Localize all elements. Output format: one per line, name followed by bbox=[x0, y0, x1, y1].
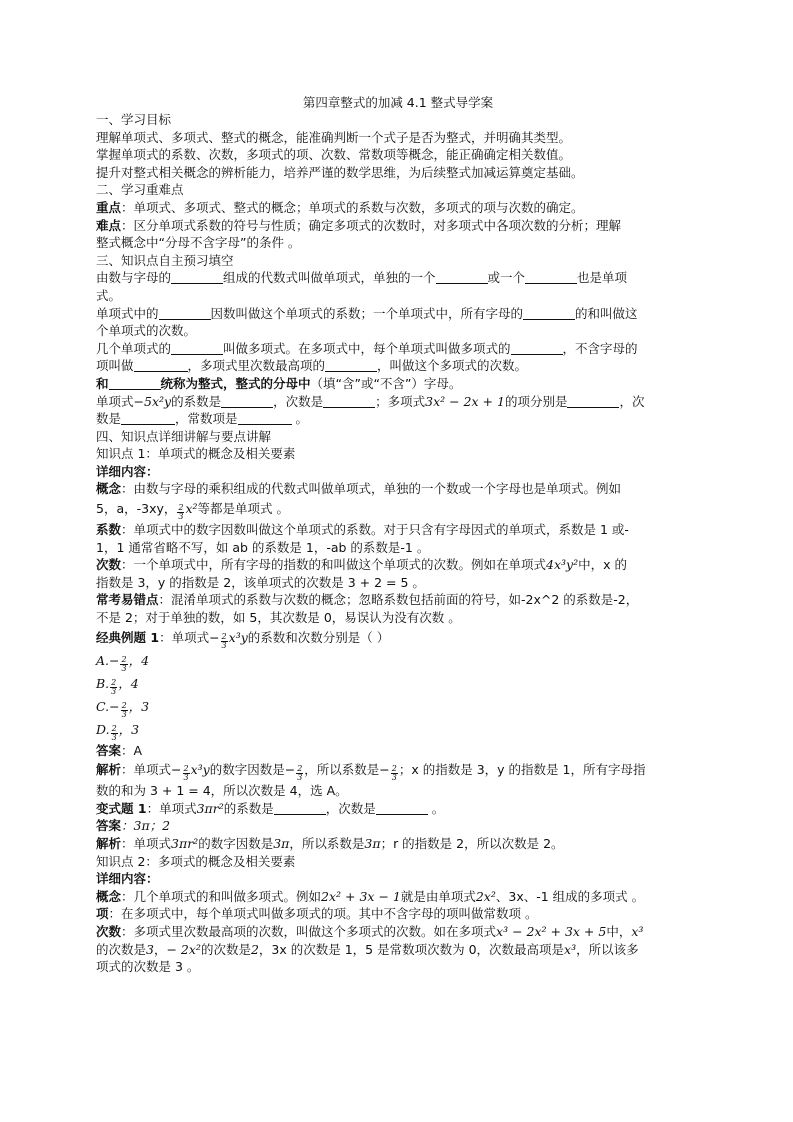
fraction bbox=[296, 765, 303, 782]
fill-blank-5 bbox=[96, 393, 700, 411]
text: ：多项式里次数最高项的次数，叫做这个多项式的次数。如在多项式 bbox=[121, 923, 497, 939]
numerator: 2 bbox=[111, 677, 117, 687]
text: 。 bbox=[427, 800, 445, 816]
label: 常考易错点 bbox=[96, 592, 159, 608]
text: ：单项式− bbox=[121, 762, 182, 778]
math-expr: 2x² + 3x − 1 bbox=[321, 888, 401, 904]
text: 的系数和次数分别是（ ） bbox=[247, 629, 390, 645]
fill-blank-1 bbox=[96, 269, 700, 287]
fill-blank-3-cont bbox=[96, 357, 700, 375]
text: ：在多项式中，每个单项式叫做多项式的项。其中不含字母的项叫做常数项 。 bbox=[108, 906, 538, 922]
degree-cont: 指数是 3，y 的指数是 2，该单项式的次数是 3 + 2 = 5 。 bbox=[96, 574, 425, 590]
denominator: 3 bbox=[297, 773, 303, 783]
numerator: 2 bbox=[221, 631, 227, 641]
answer-blank[interactable] bbox=[109, 376, 161, 390]
text: （填“含”或“不含”）字母。 bbox=[310, 375, 462, 391]
fraction bbox=[121, 702, 128, 719]
label: 解析 bbox=[96, 836, 122, 851]
text: 的数字因数是− bbox=[209, 762, 296, 778]
numerator: 2 bbox=[297, 764, 303, 774]
fill-blank-2 bbox=[96, 305, 700, 323]
text: ：单项式− bbox=[159, 629, 220, 645]
text: 的次数是 bbox=[200, 941, 251, 957]
answer-blank[interactable] bbox=[511, 341, 563, 355]
text: ，多项式里次数最高项的 bbox=[187, 358, 326, 374]
variant-1 bbox=[96, 800, 700, 818]
common-errors-cont: 不是 2；对于单独的数，如 5，其次数是 0，易误认为没有次数 。 bbox=[96, 610, 461, 626]
math-expr: x³y bbox=[190, 762, 210, 778]
answer-blank[interactable] bbox=[134, 358, 188, 372]
label: 概念 bbox=[96, 481, 122, 497]
text: ：A bbox=[121, 742, 143, 758]
section-2-heading: 二、学习重难点 bbox=[96, 182, 184, 198]
math-expr: 3π bbox=[364, 836, 381, 851]
math-expr: 3 bbox=[146, 941, 154, 957]
label: 答案 bbox=[96, 742, 122, 758]
answer-blank[interactable] bbox=[274, 801, 326, 815]
denominator: 3 bbox=[111, 732, 117, 742]
answer-blank[interactable] bbox=[525, 270, 577, 284]
text: ：由数与字母的乘积组成的代数式叫做单项式，单独的一个数或一个字母也是单项式。例如 bbox=[121, 481, 622, 497]
denominator: 3 bbox=[111, 686, 117, 696]
polynomial-degree-cont bbox=[96, 941, 700, 959]
fraction bbox=[111, 725, 118, 742]
label: 项 bbox=[96, 906, 109, 922]
option-b[interactable] bbox=[96, 673, 700, 696]
document-title: 第四章整式的加减 4.1 整式导学案 bbox=[302, 95, 494, 110]
math-expr: 2x² bbox=[475, 888, 496, 904]
text: ，3x 的次数是 1，5 是常数项次数为 0，次数最高项是 bbox=[258, 941, 565, 957]
denominator: 3 bbox=[178, 512, 184, 522]
explanation-1-cont: 数的和为 3 + 1 = 4，所以次数是 4，选 A。 bbox=[96, 783, 348, 799]
text: 的系数是 bbox=[223, 800, 274, 816]
text: 由数与字母的 bbox=[96, 270, 172, 286]
numerator: 2 bbox=[111, 723, 117, 733]
difficulties bbox=[96, 217, 700, 235]
math-expr: −5x²y bbox=[133, 393, 172, 409]
text: ，叫做这个多项式的次数。 bbox=[377, 358, 528, 374]
concept-2 bbox=[96, 888, 700, 906]
math-expr: x³ bbox=[564, 941, 577, 957]
answer-blank[interactable] bbox=[238, 411, 292, 425]
fraction bbox=[177, 504, 184, 521]
text: ，3 bbox=[128, 698, 150, 714]
text: 的系数是 bbox=[171, 393, 222, 409]
text: ，4 bbox=[118, 675, 139, 691]
option-c[interactable] bbox=[96, 696, 700, 719]
key-points-text: ：单项式、多项式、整式的概念；单项式的系数与次数，多项式的项与次数的确定。 bbox=[121, 199, 584, 215]
math-expr: 4x³y² bbox=[546, 557, 579, 573]
answer-blank[interactable] bbox=[323, 394, 375, 408]
answer-blank[interactable] bbox=[121, 411, 175, 425]
knowledge-point-2-title: 知识点 2：多项式的概念及相关要素 bbox=[96, 853, 296, 869]
math-expr: − 2x² bbox=[166, 941, 201, 957]
fraction bbox=[110, 679, 117, 696]
answer-blank[interactable] bbox=[171, 341, 223, 355]
label: 解析 bbox=[96, 762, 122, 778]
answer-blank[interactable] bbox=[221, 394, 273, 408]
text: ，所以系数是− bbox=[304, 762, 390, 778]
text: 项叫做 bbox=[96, 358, 134, 374]
math-expr: x³y bbox=[228, 629, 248, 645]
text: C.− bbox=[96, 698, 120, 714]
fill-blank-3 bbox=[96, 340, 700, 358]
answer-2 bbox=[96, 817, 700, 835]
text: B. bbox=[96, 675, 110, 691]
concept-1 bbox=[96, 480, 700, 498]
text: 就是由单项式 bbox=[400, 888, 476, 904]
label: 经典例题 1 bbox=[96, 629, 160, 645]
text: ，次数是 bbox=[325, 800, 376, 816]
text: ；r 的指数是 2，所以次数是 2。 bbox=[380, 836, 564, 851]
text: D. bbox=[96, 721, 110, 737]
text: ：混淆单项式的系数与次数的概念；忽略系数包括前面的符号，如-2x^2 的系数是-2， bbox=[158, 592, 639, 608]
difficulties-label: 难点 bbox=[96, 217, 122, 233]
objective-1: 理解单项式、多项式、整式的概念，能准确判断一个式子是否为整式，并明确其类型。 bbox=[96, 129, 572, 145]
text: A.− bbox=[96, 652, 120, 668]
text: ，所以该多 bbox=[576, 941, 639, 957]
denominator: 3 bbox=[183, 773, 189, 783]
fill-blank-5-cont bbox=[96, 410, 700, 428]
text: 。 bbox=[291, 411, 309, 427]
text: 组成的代数式叫做单项式，单独的一个 bbox=[223, 270, 436, 286]
fill-blank-1-cont: 式。 bbox=[96, 287, 122, 303]
document-page bbox=[96, 94, 700, 976]
fill-blank-4 bbox=[96, 375, 700, 393]
option-a[interactable] bbox=[96, 650, 700, 673]
math-expr: x² bbox=[185, 501, 198, 517]
math-expr: x³ − 2x² + 3x + 5 bbox=[496, 923, 607, 939]
term bbox=[96, 905, 700, 923]
label: 答案 bbox=[96, 818, 122, 834]
text: ，所以系数是 bbox=[289, 836, 365, 851]
degree bbox=[96, 556, 700, 574]
coefficient-cont: 1，1 通常省略不写，如 ab 的系数是 1，-ab 的系数是-1 。 bbox=[96, 539, 430, 555]
section-3-heading: 三、知识点自主预习填空 bbox=[96, 252, 234, 268]
answer-blank[interactable] bbox=[376, 801, 428, 815]
text: ：3π；2 bbox=[121, 818, 171, 834]
text: 等都是单项式 。 bbox=[197, 501, 290, 517]
fraction bbox=[221, 633, 228, 650]
text: ，3 bbox=[118, 721, 140, 737]
detail-label: 详细内容： bbox=[96, 463, 159, 479]
text: ，次 bbox=[619, 393, 645, 409]
section-1-heading: 一、学习目标 bbox=[96, 112, 172, 127]
numerator: 2 bbox=[121, 700, 127, 710]
text: 5，a，-3xy， bbox=[96, 501, 177, 517]
text: ，不含字母的 bbox=[562, 340, 638, 356]
text: 的次数是 bbox=[96, 941, 147, 957]
math-expr: 3πr² bbox=[196, 800, 224, 816]
coefficient bbox=[96, 521, 700, 539]
math-expr: x³ bbox=[631, 923, 644, 939]
text: 、3x、-1 组成的多项式 。 bbox=[495, 888, 645, 904]
text: 单项式中的 bbox=[96, 305, 159, 321]
text: 因数叫做这个单项式的系数；一个单项式中，所有字母的 bbox=[210, 305, 524, 321]
text: 的和叫做这 bbox=[575, 305, 638, 321]
text: ：单项式 bbox=[121, 836, 172, 851]
text: ；多项式 bbox=[375, 393, 426, 409]
section-4-heading: 四、知识点详细讲解与要点讲解 bbox=[96, 428, 272, 444]
text: ， bbox=[153, 941, 167, 957]
label: 变式题 1 bbox=[96, 800, 147, 816]
text: 中， bbox=[606, 923, 632, 939]
example-1 bbox=[96, 627, 700, 650]
answer-blank[interactable] bbox=[159, 306, 211, 320]
label: 概念 bbox=[96, 888, 122, 904]
text: ：一个单项式中，所有字母的指数的和叫做这个单项式的次数。例如在单项式 bbox=[121, 557, 547, 573]
answer-blank[interactable] bbox=[523, 306, 575, 320]
text: ：单项式中的数字因数叫做这个单项式的系数。对于只含有字母因式的单项式，系数是 1 或- bbox=[121, 522, 629, 538]
objective-2: 掌握单项式的系数、次数，多项式的项、次数、常数项等概念，能正确确定相关数值。 bbox=[96, 147, 572, 163]
fraction bbox=[183, 765, 190, 782]
knowledge-point-1-title: 知识点 1：单项式的概念及相关要素 bbox=[96, 446, 296, 462]
polynomial-degree-cont-2: 项式的次数是 3 。 bbox=[96, 959, 200, 975]
math-expr: 3π bbox=[273, 836, 290, 851]
denominator: 3 bbox=[221, 640, 227, 650]
answer-1 bbox=[96, 742, 700, 760]
explanation-1 bbox=[96, 759, 700, 782]
text: 叫做多项式。在多项式中，每个单项式叫做多项式的 bbox=[223, 340, 511, 356]
math-expr: 3πr² bbox=[171, 836, 199, 851]
explanation-2 bbox=[96, 835, 700, 853]
label: 系数 bbox=[96, 522, 122, 538]
numerator: 2 bbox=[178, 503, 184, 513]
option-d[interactable] bbox=[96, 719, 700, 742]
answer-blank[interactable] bbox=[567, 394, 619, 408]
text: 数是 bbox=[96, 411, 122, 427]
numerator: 2 bbox=[391, 764, 397, 774]
common-errors bbox=[96, 591, 700, 609]
math-expr: 2 bbox=[250, 941, 259, 957]
text: 单项式 bbox=[96, 393, 134, 409]
text: 也是单项 bbox=[577, 270, 628, 286]
key-points-label: 重点 bbox=[96, 199, 122, 215]
text: ，常数项是 bbox=[175, 411, 238, 427]
text: 几个单项式的 bbox=[96, 340, 172, 356]
detail-label-2: 详细内容： bbox=[96, 871, 159, 887]
text: ，4 bbox=[128, 652, 150, 668]
label: 次数 bbox=[96, 923, 122, 939]
text: 中，x 的 bbox=[578, 557, 627, 573]
denominator: 3 bbox=[391, 773, 397, 783]
text: 的项分别是 bbox=[504, 393, 568, 409]
concept-1-cont bbox=[96, 498, 700, 521]
text: 统称为整式，整式的分母中 bbox=[160, 375, 311, 391]
text: ：几个单项式的和叫做多项式。例如 bbox=[121, 888, 322, 904]
text: 的数字因数是 bbox=[198, 836, 274, 851]
label: 次数 bbox=[96, 557, 122, 573]
text: ：单项式 bbox=[146, 800, 197, 816]
answer-blank[interactable] bbox=[171, 270, 223, 284]
difficulties-text: ：区分单项式系数的符号与性质；确定多项式的次数时，对多项式中各项次数的分析；理解 bbox=[121, 217, 622, 233]
polynomial-degree bbox=[96, 923, 700, 941]
answer-blank[interactable] bbox=[325, 358, 377, 372]
text: 和 bbox=[96, 375, 109, 391]
fraction bbox=[391, 765, 398, 782]
math-expr: 3x² − 2x + 1 bbox=[425, 393, 505, 409]
numerator: 2 bbox=[183, 764, 189, 774]
text: ，次数是 bbox=[273, 393, 324, 409]
answer-blank[interactable] bbox=[436, 270, 488, 284]
fill-blank-2-cont: 个单项式的次数。 bbox=[96, 323, 197, 339]
objective-3: 提升对整式相关概念的辨析能力，培养严谨的数学思维，为后续整式加减运算奠定基础。 bbox=[96, 164, 584, 180]
text: 或一个 bbox=[487, 270, 526, 286]
fraction bbox=[120, 656, 127, 673]
text: ；x 的指数是 3，y 的指数是 1，所有字母指 bbox=[398, 762, 646, 778]
key-points bbox=[96, 199, 700, 217]
denominator: 3 bbox=[121, 709, 127, 719]
difficulties-cont: 整式概念中“分母不含字母”的条件 。 bbox=[96, 235, 301, 251]
denominator: 3 bbox=[121, 663, 127, 673]
numerator: 2 bbox=[121, 654, 127, 664]
